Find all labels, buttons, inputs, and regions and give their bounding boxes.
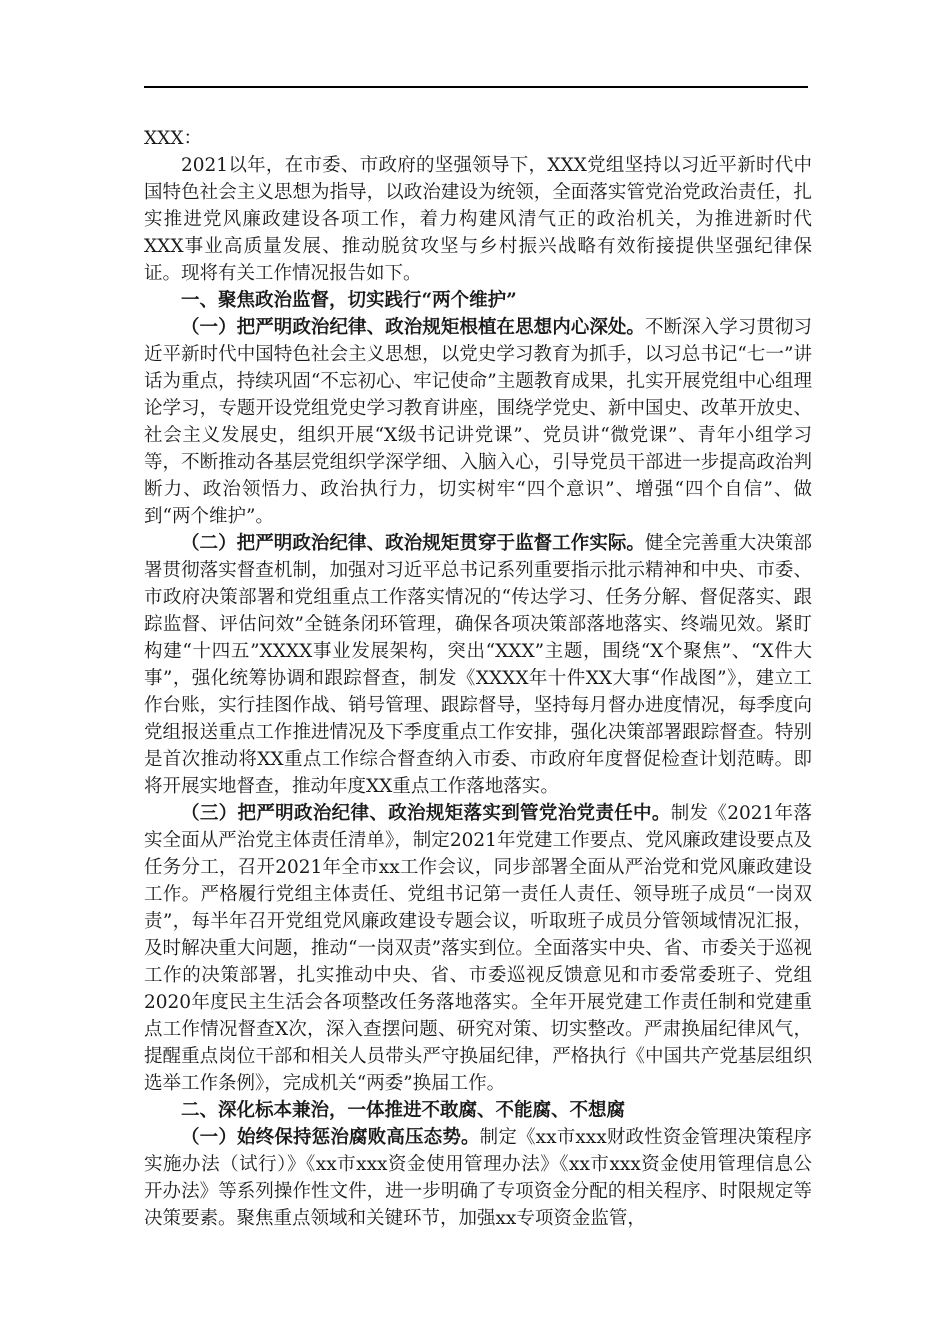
section-1-item-1 xyxy=(144,314,812,530)
salutation: XXX： xyxy=(144,128,203,149)
document-body xyxy=(144,125,812,1232)
section-1-item-2-text: 健全完善重大决策部署贯彻落实督查机制，加强对习近平总书记系列重要指示批示精神和中央、市委、市政府决策部署和党组重点工作落实情况的“传达学习、任务分解、督促落实、跟踪监督、评估问效”全链条闭环管理，确保各项决策部落地落实、终端见效。紧盯构建“十四五”XXXX事业发展架构，突出“XXX”主题，围绕“X个聚焦”、“X件大事”，强化统筹协调和跟踪督查，制发《XXXX年十件XX大事“作战图”》，建立工作台账，实行挂图作战、销号管理、跟踪督导，坚持每月督办进度情况，每季度向党组报送重点工作推进情况及下季度重点工作安排，强化决策部署跟踪督查。特别是首次推动将XX重点工作综合督查纳入市委、市政府年度督促检查计划范畴。即将开展实地督查，推动年度XX重点工作落地落实。 xyxy=(144,533,812,797)
section-2-item-1-lead: （一）始终保持惩治腐败高压态势。 xyxy=(181,1127,480,1148)
section-1-item-2 xyxy=(144,530,812,800)
section-1-item-3 xyxy=(144,800,812,1097)
section-1-item-1-text: 不断深入学习贯彻习近平新时代中国特色社会主义思想，以党史学习教育为抓手，以习总书记“七一”讲话为重点，持续巩固“不忘初心、牢记使命”主题教育成果，扎实开展党组中心组理论学习，专题开设党组党史学习教育讲座，围绕学党史、新中国史、改革开放史、社会主义发展史，组织开展“X级书记讲党课”、党员讲“微党课”、青年小组学习等，不断推动各基层党组织学深学细、入脑入心，引导党员干部进一步提高政治判断力、政治领悟力、政治执行力，切实树牢“四个意识”、增强“四个自信”、做到“两个维护”。 xyxy=(144,317,812,527)
intro-paragraph: 2021以年，在市委、市政府的坚强领导下，XXX党组坚持以习近平新时代中国特色社会主义思想为指导，以政治建设为统领，全面落实管党治党政治责任，扎实推进党风廉政建设各项工作，着力构建风清气正的政治机关，为推进新时代XXX事业高质量发展、推动脱贫攻坚与乡村振兴战略有效衔接提供坚强纪律保证。现将有关工作情况报告如下。 xyxy=(144,155,812,284)
section-1-item-2-lead: （二）把严明政治纪律、政治规矩贯穿于监督工作实际。 xyxy=(181,533,645,554)
section-1-title: 一、聚焦政治监督，切实践行“两个维护” xyxy=(181,290,517,311)
section-1-item-1-lead: （一）把严明政治纪律、政治规矩根植在思想内心深处。 xyxy=(181,317,645,338)
section-1-item-3-lead: （三）把严明政治纪律、政治规矩落实到管党治党责任中。 xyxy=(181,803,671,824)
section-2-item-1 xyxy=(144,1124,812,1232)
header-rule xyxy=(144,86,808,88)
section-2-title: 二、深化标本兼治，一体推进不敢腐、不能腐、不想腐 xyxy=(181,1100,626,1121)
section-1-item-3-text: 制发《2021年落实全面从严治党主体责任清单》，制定2021年党建工作要点、党风廉政建设要点及任务分工，召开2021年全市xx工作会议，同步部署全面从严治党和党风廉政建设工作。严格履行党组主体责任、党组书记第一责任人责任、领导班子成员“一岗双责”，每半年召开党组党风廉政建设专题会议，听取班子成员分管领域情况汇报，及时解决重大问题，推动“一岗双责”落实到位。全面落实中央、省、市委关于巡视工作的决策部署，扎实推动中央、省、市委巡视反馈意见和市委常委班子、党组2020年度民主生活会各项整改任务落地落实。全年开展党建工作责任制和党建重点工作情况督查X次，深入查摆问题、研究对策、切实整改。严肃换届纪律风气，提醒重点岗位干部和相关人员带头严守换届纪律，严格执行《中国共产党基层组织选举工作条例》，完成机关“两委”换届工作。 xyxy=(144,803,812,1094)
section-2-item-1-text: 制定《xx市xxx财政性资金管理决策程序实施办法（试行）》《xx市xxx资金使用管理办法》《xx市xxx资金使用管理信息公开办法》等系列操作性文件，进一步明确了专项资金分配的相关程序、时限规定等决策要素。聚焦重点领域和关键环节，加强xx专项资金监管， xyxy=(144,1127,812,1229)
